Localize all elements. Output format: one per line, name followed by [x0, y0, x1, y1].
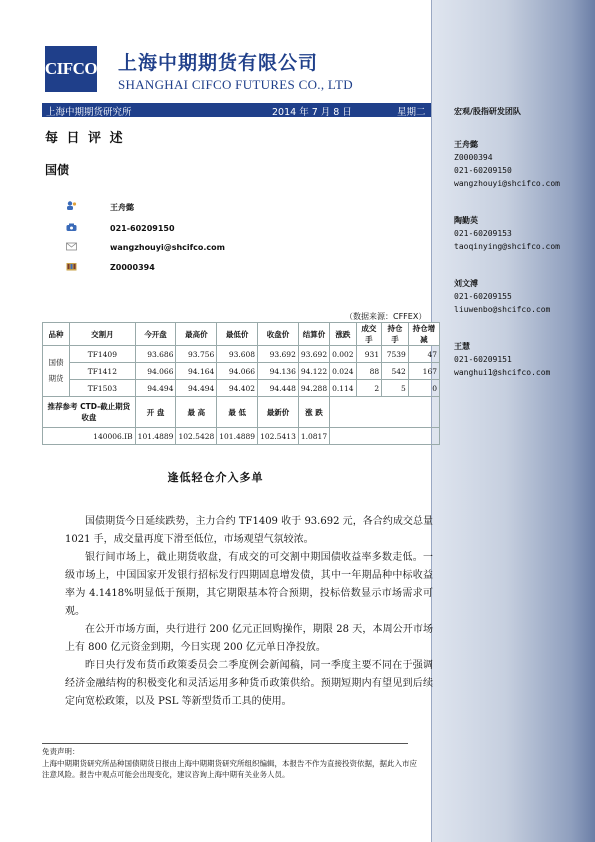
- sidebar-panel: [431, 0, 595, 842]
- contact-card: [454, 277, 550, 316]
- contact-email[interactable]: liuwenbo@shcifco.com: [454, 305, 551, 314]
- table-cell: 102.5428: [176, 428, 217, 445]
- col-header: 最高价: [176, 323, 217, 346]
- author-license: Z0000394: [110, 263, 155, 272]
- table-cell: 140006.IB: [43, 428, 136, 445]
- table-cell: 0: [408, 380, 439, 397]
- col-header: 成交手: [356, 323, 382, 346]
- table-cell: 94.448: [258, 380, 299, 397]
- table-cell: 94.494: [135, 380, 176, 397]
- col-header: 涨跌: [330, 323, 356, 346]
- table-cell: 101.4889: [135, 428, 176, 445]
- person-icon: [66, 201, 77, 210]
- table-cell: 7539: [382, 346, 409, 363]
- company-logo: CIFCO: [45, 46, 97, 92]
- table-cell: 94.122: [298, 363, 329, 380]
- table-cell: 93.692: [298, 346, 329, 363]
- contact-email[interactable]: wanghui1@shcifco.com: [454, 368, 551, 377]
- contact-phone: 021-60209150: [454, 166, 512, 175]
- col-header: 持仓手: [382, 323, 409, 346]
- report-weekday: 星期二: [397, 107, 426, 118]
- table-cell: 0.024: [330, 363, 356, 380]
- table-cell: 88: [356, 363, 382, 380]
- contact-email[interactable]: wangzhouyi@shcifco.com: [454, 179, 560, 188]
- contact-name: 王慧: [454, 342, 470, 351]
- article-paragraph: 银行间市场上，截止期货收盘，有成交的可交割中期国债收益率多数走低。一级市场上，中国国家开发银行招标发行四期固息增发债，其中一年期品种中标收益率为 4.1418%明显低于预期，其它期限基本符合预期，投标倍数显示市场需求可观。: [65, 552, 433, 617]
- futures-quote-table: [42, 322, 440, 445]
- table-cell: 47: [408, 346, 439, 363]
- ctd-col-header: 涨 跌: [298, 397, 329, 428]
- ctd-col-header: 最新价: [258, 397, 299, 428]
- author-email[interactable]: wangzhouyi@shcifco.com: [110, 243, 225, 252]
- author-phone: 021-60209150: [110, 224, 175, 233]
- ctd-label: 推荐参考 CTD-截止期货收盘: [43, 397, 136, 428]
- table-cell: 1.0817: [298, 428, 329, 445]
- header-bar: [42, 103, 431, 117]
- table-cell: 0.114: [330, 380, 356, 397]
- contact-card: [454, 340, 550, 379]
- table-row: [43, 363, 440, 380]
- col-header: 收盘价: [258, 323, 299, 346]
- contact-phone: 021-60209153: [454, 229, 512, 238]
- ctd-row: [43, 428, 440, 445]
- contact-email[interactable]: taoqinying@shcifco.com: [454, 242, 560, 251]
- contact-card: [454, 214, 560, 253]
- table-cell: 0.002: [330, 346, 356, 363]
- certificate-icon: [66, 262, 77, 271]
- contact-phone: 021-60209155: [454, 292, 512, 301]
- col-header: 今开盘: [135, 323, 176, 346]
- ctd-col-header: 最 高: [176, 397, 217, 428]
- data-source: （数据来源：CFFEX）: [345, 312, 427, 321]
- article-paragraph: 国债期货今日延续跌势，主力合约 TF1409 收于 93.692 元，各合约成交总量 1021 手，成交量再度下滑至低位，市场观望气氛较浓。: [65, 516, 433, 545]
- report-title: 每 日 评 述: [45, 131, 125, 146]
- table-cell: 931: [356, 346, 382, 363]
- article-body: [65, 513, 433, 711]
- institute-name: 上海中期期货研究所: [46, 107, 132, 118]
- company-name-cn: 上海中期期货有限公司: [118, 52, 319, 74]
- company-name-en: SHANGHAI CIFCO FUTURES CO., LTD: [118, 77, 353, 92]
- table-cell: 94.494: [176, 380, 217, 397]
- table-cell: 93.686: [135, 346, 176, 363]
- report-date: 2014 年 7 月 8 日: [272, 107, 352, 118]
- ctd-col-header: 开 盘: [135, 397, 176, 428]
- contact-card: [454, 138, 560, 190]
- disclaimer-title: 免责声明：: [42, 747, 80, 756]
- table-cell: 102.5413: [258, 428, 299, 445]
- email-icon: [66, 242, 77, 251]
- table-cell: 93.692: [258, 346, 299, 363]
- author-name: 王舟懿: [110, 203, 134, 212]
- disclaimer-text: 上海中期期货研究所品种国债期货日报由上海中期期货研究所组织编辑，本报告不作为直接投资依据，据此入市应注意风险。报告中观点可能会出现变化，建议咨询上海中期有关业务人员。: [42, 759, 417, 779]
- table-row: [43, 380, 440, 397]
- table-cell: 93.608: [217, 346, 258, 363]
- ctd-col-header: 最 低: [217, 397, 258, 428]
- table-cell: 94.164: [176, 363, 217, 380]
- table-cell: 94.066: [135, 363, 176, 380]
- contact-name: 王舟懿: [454, 140, 478, 149]
- ctd-header-row: [43, 397, 440, 428]
- table-cell: 94.136: [258, 363, 299, 380]
- table-cell: 94.066: [217, 363, 258, 380]
- article-paragraph: 昨日央行发布货币政策委员会二季度例会新闻稿，同一季度主要不同在于强调经济金融结构的积极变化和灵活运用多种货币政策供给。预期短期内有望见到后续定向宽松政策，以及 PSL 等新型货币工具的使用。: [65, 660, 433, 707]
- contact-phone: 021-60209151: [454, 355, 512, 364]
- table-cell: TF1412: [70, 363, 136, 380]
- group-label: 国债期货: [43, 346, 70, 397]
- table-row: [43, 346, 440, 363]
- article-paragraph: 在公开市场方面，央行进行 200 亿元正回购操作，期限 28 天，本周公开市场上有 800 亿元资金到期，今日实现 200 亿元单日净投放。: [65, 624, 433, 653]
- disclaimer-divider: [42, 743, 408, 744]
- table-cell: 101.4889: [217, 428, 258, 445]
- table-cell: 93.756: [176, 346, 217, 363]
- col-header: 持仓增减: [408, 323, 439, 346]
- contact-name: 陶勤英: [454, 216, 478, 225]
- contact-id: Z0000394: [454, 153, 493, 162]
- article-headline: 逢低轻仓介入多单: [167, 471, 264, 484]
- col-header: 最低价: [217, 323, 258, 346]
- table-cell: 94.402: [217, 380, 258, 397]
- table-cell: TF1409: [70, 346, 136, 363]
- table-cell: 2: [356, 380, 382, 397]
- team-name: 宏观/股指研发团队: [454, 107, 521, 116]
- col-header: 交割月: [70, 323, 136, 346]
- table-cell: 94.288: [298, 380, 329, 397]
- table-cell-empty: [330, 397, 440, 428]
- table-cell-empty: [330, 428, 440, 445]
- table-header-row: [43, 323, 440, 346]
- table-cell: 542: [382, 363, 409, 380]
- phone-icon: [66, 223, 77, 232]
- table-cell: 5: [382, 380, 409, 397]
- section-title: 国债: [45, 163, 70, 177]
- table-cell: 167: [408, 363, 439, 380]
- contact-name: 刘文溥: [454, 279, 478, 288]
- col-header: 品种: [43, 323, 70, 346]
- col-header: 结算价: [298, 323, 329, 346]
- table-cell: TF1503: [70, 380, 136, 397]
